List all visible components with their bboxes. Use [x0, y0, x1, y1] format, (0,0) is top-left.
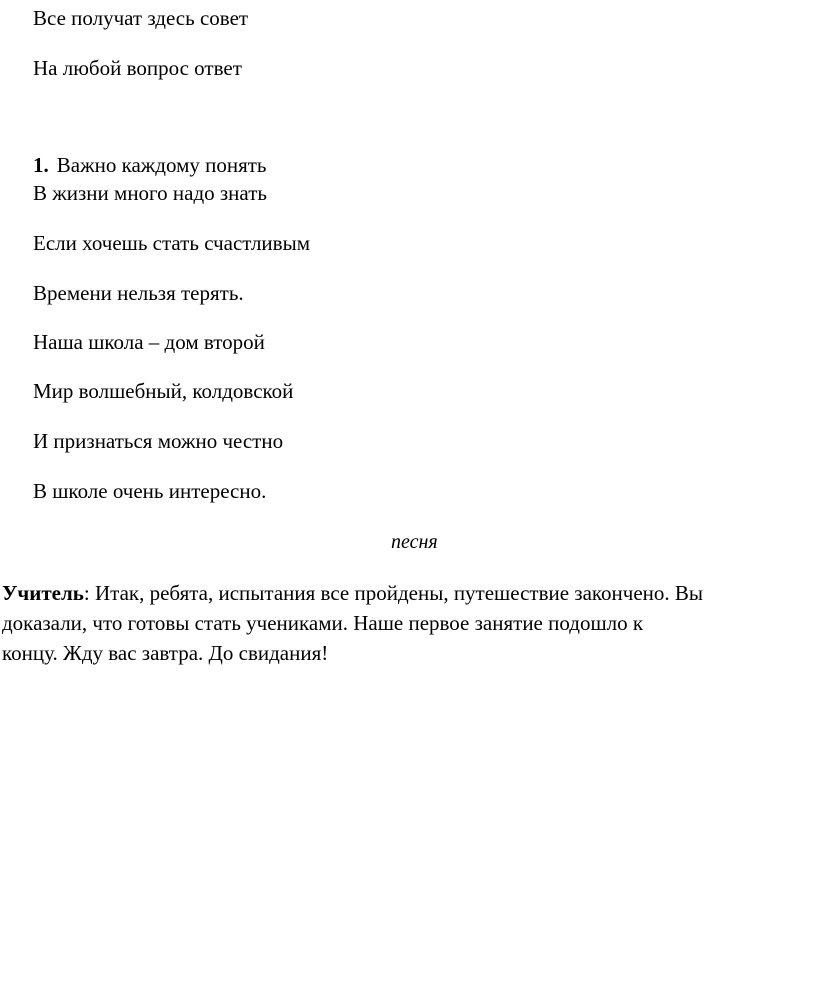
verse-line-7: И признаться можно честно — [33, 429, 284, 453]
speaker-name: Учитель — [2, 581, 84, 605]
teacher-line-2: доказали, что готовы стать учениками. Наше первое занятие подошло к — [2, 611, 644, 635]
verse-line-1-text: Важно каждому понять — [56, 153, 267, 177]
verse-number: 1. — [33, 153, 49, 177]
intro-line-1: Все получат здесь совет — [33, 6, 249, 30]
teacher-line-1 — [2, 578, 816, 608]
verse-line-6: Мир волшебный, колдовской — [33, 379, 294, 403]
teacher-line-1-text: Итак, ребята, испытания все пройдены, путешествие закончено. Вы — [89, 581, 704, 605]
speaker-colon: : — [83, 581, 90, 605]
verse-line-5: Наша школа – дом второй — [33, 330, 265, 354]
verse-line-1 — [33, 153, 267, 177]
verse-line-3: Если хочешь стать счастливым — [33, 231, 310, 255]
intro-line-2: На любой вопрос ответ — [33, 56, 242, 80]
teacher-paragraph — [2, 578, 816, 668]
song-label: песня — [391, 531, 438, 553]
verse-line-2: В жизни много надо знать — [33, 181, 267, 205]
teacher-line-3: концу. Жду вас завтра. До свидания! — [2, 641, 329, 665]
verse-line-4: Времени нельзя терять. — [33, 281, 244, 305]
verse-line-8: В школе очень интересно. — [33, 479, 267, 503]
